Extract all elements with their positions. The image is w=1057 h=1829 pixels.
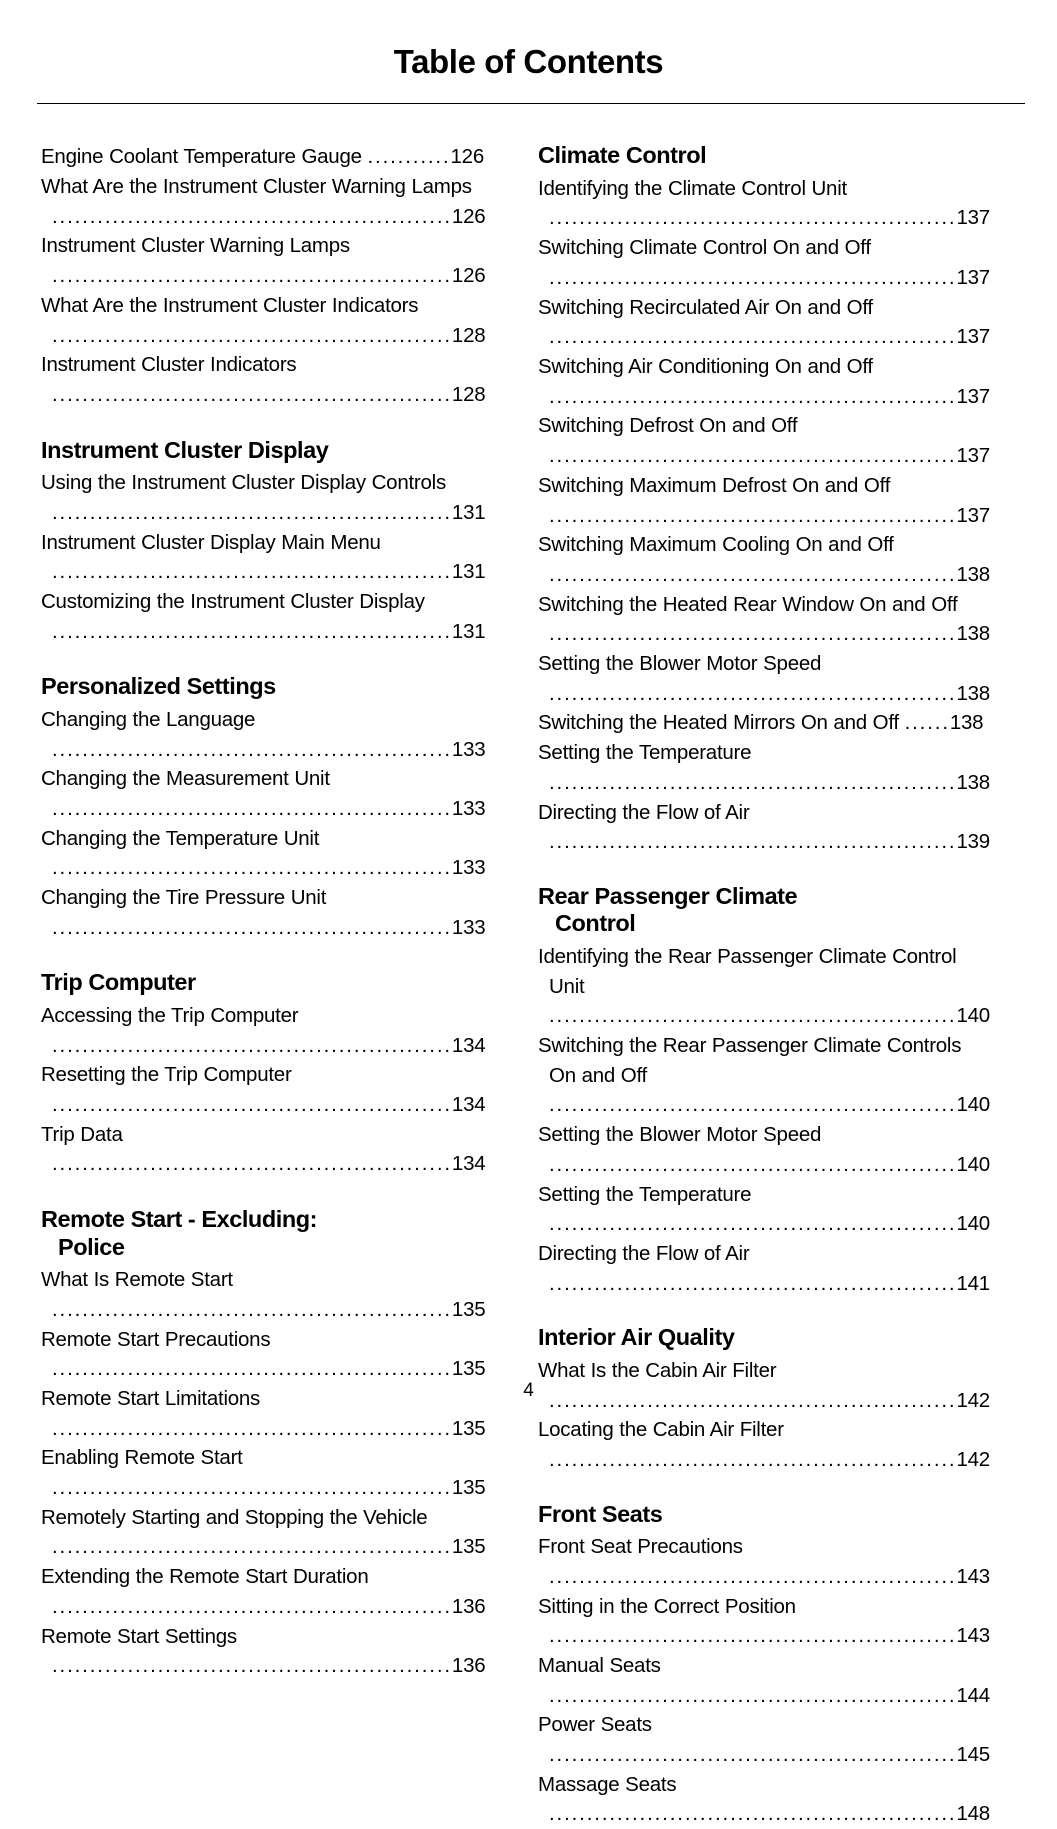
toc-section-heading xyxy=(24,1206,492,1265)
toc-entry-page-number: 144 xyxy=(956,1683,990,1707)
toc-entry-page-number: 138 xyxy=(956,562,990,586)
toc-entry-page-number: 140 xyxy=(956,1152,990,1176)
toc-entry-page-number: 143 xyxy=(956,1564,990,1588)
toc-entry-label: Remote Start Limitations xyxy=(41,1386,261,1410)
toc-dot-leader: ..................................................... xyxy=(52,1297,452,1321)
toc-columns xyxy=(0,142,1057,1829)
toc-entry-page-number: 137 xyxy=(956,265,990,289)
toc-section-heading-line: Remote Start - Excluding: xyxy=(41,1206,318,1233)
toc-section-heading-line: Control xyxy=(555,910,636,937)
toc-entry-label: Front Seat Precautions xyxy=(538,1535,743,1559)
toc-entry-page-number: 137 xyxy=(956,206,990,230)
toc-section-heading xyxy=(521,883,991,942)
toc-entry[interactable] xyxy=(41,705,492,764)
toc-entry[interactable] xyxy=(41,883,492,942)
toc-entry[interactable] xyxy=(538,942,991,1031)
toc-dot-leader: ...................................................... xyxy=(549,1802,957,1826)
toc-section-heading: Climate Control xyxy=(538,142,707,169)
toc-entry[interactable] xyxy=(538,738,991,797)
toc-section xyxy=(41,1206,492,1681)
toc-entry-page-number: 140 xyxy=(956,1212,990,1236)
toc-section-heading-line: Police xyxy=(58,1233,125,1260)
toc-dot-leader: ...................................................... xyxy=(549,1093,957,1117)
toc-column-left xyxy=(41,142,492,1681)
toc-entry-label: Remote Start Precautions xyxy=(41,1327,271,1351)
toc-entry-label: Switching Defrost On and Off xyxy=(538,414,798,438)
toc-dot-leader: ...................................................... xyxy=(549,681,957,705)
toc-entry-label: Accessing the Trip Computer xyxy=(41,1003,299,1027)
toc-entry-page-number: 133 xyxy=(451,915,486,939)
toc-entry-page-number: 136 xyxy=(451,1654,486,1678)
toc-entry-label: Changing the Tire Pressure Unit xyxy=(41,886,327,910)
toc-entry[interactable] xyxy=(41,1120,492,1179)
toc-entry-label: Instrument Cluster Display Main Menu xyxy=(41,530,381,554)
toc-entry-page-number: 135 xyxy=(451,1416,486,1440)
toc-entry-label: Identifying the Rear Passenger Climate Control Unit xyxy=(538,944,957,998)
toc-entry-label: Switching Climate Control On and Off xyxy=(538,236,871,260)
toc-entry[interactable] xyxy=(538,1532,991,1591)
toc-entry[interactable] xyxy=(41,1443,492,1502)
toc-entry-label: What Are the Instrument Cluster Warning Lamps xyxy=(41,175,472,198)
toc-entry[interactable] xyxy=(538,1180,991,1239)
toc-dot-leader: ..................................................... xyxy=(52,1152,452,1176)
toc-entry-label: What Is the Cabin Air Filter xyxy=(538,1358,777,1382)
toc-section xyxy=(41,969,492,1179)
toc-section xyxy=(41,142,492,409)
toc-section xyxy=(538,883,991,1298)
toc-entry-label: Switching Recirculated Air On and Off xyxy=(538,295,873,319)
toc-entry-page-number: 131 xyxy=(451,560,486,584)
toc-entry-page-number: 126 xyxy=(450,145,484,169)
toc-entry-label: Enabling Remote Start xyxy=(41,1446,243,1470)
toc-entry-page-number: 135 xyxy=(451,1297,486,1321)
toc-entry-page-number: 138 xyxy=(956,681,990,705)
toc-dot-leader: ...................................................... xyxy=(549,1004,957,1028)
toc-entry-label: Changing the Temperature Unit xyxy=(41,826,320,850)
toc-section-heading-line: Rear Passenger Climate xyxy=(538,882,798,909)
toc-entry-label: Massage Seats xyxy=(538,1772,677,1796)
toc-entry-page-number: 126 xyxy=(451,204,486,228)
toc-entry-label: Remotely Starting and Stopping the Vehicle xyxy=(41,1505,428,1529)
toc-entry-page-number: 137 xyxy=(956,444,990,468)
toc-section xyxy=(41,673,492,942)
toc-entry-label: Using the Instrument Cluster Display Controls xyxy=(41,471,446,495)
toc-entry-label: Remote Start Settings xyxy=(41,1624,237,1648)
toc-dot-leader: ..................................................... xyxy=(52,382,452,406)
toc-entry-label: Setting the Blower Motor Speed xyxy=(538,652,822,676)
toc-entry-page-number: 128 xyxy=(451,323,486,347)
toc-entry-page-number: 143 xyxy=(956,1624,990,1648)
toc-dot-leader: ..................................................... xyxy=(52,737,452,761)
toc-dot-leader: ...................................................... xyxy=(549,1564,957,1588)
page-footer xyxy=(0,1380,1057,1402)
toc-entry-label: Directing the Flow of Air xyxy=(538,800,750,824)
header-divider xyxy=(37,103,1025,104)
toc-dot-leader: ..................................................... xyxy=(52,264,452,288)
toc-dot-leader: ..................................................... xyxy=(52,796,452,820)
toc-entry-page-number: 135 xyxy=(451,1535,486,1559)
toc-entry[interactable] xyxy=(41,142,492,172)
toc-entry-page-number: 142 xyxy=(956,1447,990,1471)
toc-entry-label: Switching Air Conditioning On and Off xyxy=(538,355,873,378)
toc-dot-leader: ...................................................... xyxy=(549,830,957,854)
toc-entry-label: Changing the Language xyxy=(41,707,256,731)
toc-entry-page-number: 137 xyxy=(956,503,990,527)
toc-entry[interactable] xyxy=(538,1651,991,1710)
toc-dot-leader: ...................................................... xyxy=(549,265,957,289)
page-title: Table of Contents xyxy=(393,43,664,80)
toc-entry-page-number: 140 xyxy=(956,1004,990,1028)
toc-section xyxy=(538,142,991,857)
toc-entry[interactable] xyxy=(538,1031,991,1120)
toc-entry-label: Sitting in the Correct Position xyxy=(538,1594,796,1618)
toc-entry[interactable] xyxy=(538,708,991,738)
toc-entry-label: Switching Maximum Cooling On and Off xyxy=(538,533,894,557)
toc-entry-page-number: 134 xyxy=(451,1152,486,1176)
toc-entry[interactable] xyxy=(538,411,991,470)
toc-dot-leader: ..................................................... xyxy=(52,1416,452,1440)
toc-entry[interactable] xyxy=(538,1770,991,1829)
toc-dot-leader: ..................................................... xyxy=(52,1357,452,1381)
toc-entry[interactable] xyxy=(41,468,492,527)
toc-entry-label: Switching the Rear Passenger Climate Controls On and Off xyxy=(538,1034,962,1087)
toc-entry-page-number: 139 xyxy=(956,830,990,854)
toc-entry[interactable] xyxy=(41,1265,492,1324)
toc-entry-label: Locating the Cabin Air Filter xyxy=(538,1418,784,1442)
toc-entry[interactable] xyxy=(538,1710,991,1769)
toc-entry-page-number: 128 xyxy=(451,382,486,406)
toc-entry-label: Setting the Temperature xyxy=(538,1182,752,1206)
toc-section-heading: Instrument Cluster Display xyxy=(41,436,329,463)
toc-section-heading: Interior Air Quality xyxy=(538,1324,735,1351)
toc-entry-page-number: 126 xyxy=(451,264,486,288)
toc-dot-leader: ...................................................... xyxy=(549,622,957,646)
toc-entry[interactable] xyxy=(538,1415,991,1474)
toc-entry-label: Identifying the Climate Control Unit xyxy=(538,176,847,200)
toc-entry[interactable] xyxy=(41,1001,492,1060)
toc-entry-page-number: 135 xyxy=(451,1476,486,1500)
toc-entry[interactable] xyxy=(41,350,492,409)
toc-entry[interactable] xyxy=(41,1060,492,1119)
toc-entry-page-number: 148 xyxy=(956,1802,990,1826)
toc-entry-page-number: 138 xyxy=(956,622,990,646)
toc-dot-leader: ..................................................... xyxy=(52,1033,452,1057)
toc-dot-leader: ...... xyxy=(904,711,950,735)
toc-dot-leader: ..................................................... xyxy=(52,1535,452,1559)
toc-dot-leader: ...................................................... xyxy=(549,1212,957,1236)
toc-dot-leader: ..................................................... xyxy=(52,1476,452,1500)
toc-entry-label: Extending the Remote Start Duration xyxy=(41,1565,369,1589)
toc-dot-leader: ..................................................... xyxy=(52,619,452,643)
toc-entry[interactable] xyxy=(538,174,991,233)
toc-entry[interactable] xyxy=(41,172,492,231)
toc-entry-label: Switching Maximum Defrost On and Off xyxy=(538,473,891,497)
toc-entry-page-number: 133 xyxy=(451,796,486,820)
toc-dot-leader: ...................................................... xyxy=(549,444,957,468)
toc-entry[interactable] xyxy=(538,1592,991,1651)
toc-entry-label: Power Seats xyxy=(538,1713,652,1737)
toc-entry-page-number: 134 xyxy=(451,1093,486,1117)
toc-entry-page-number: 141 xyxy=(956,1271,990,1295)
toc-entry[interactable] xyxy=(538,590,991,649)
toc-section-heading: Personalized Settings xyxy=(41,673,276,700)
toc-dot-leader: ...................................................... xyxy=(549,1683,957,1707)
toc-dot-leader: ...................................................... xyxy=(549,1624,957,1648)
toc-dot-leader: ...................................................... xyxy=(549,1152,957,1176)
toc-entry[interactable] xyxy=(41,587,492,646)
toc-entry-label: Instrument Cluster Warning Lamps xyxy=(41,234,350,258)
toc-entry-label: What Are the Instrument Cluster Indicators xyxy=(41,293,419,317)
toc-entry[interactable] xyxy=(538,1239,991,1298)
toc-entry[interactable] xyxy=(41,1325,492,1384)
toc-dot-leader: ...................................................... xyxy=(549,770,957,794)
toc-entry-label: Switching the Heated Rear Window On and Off xyxy=(538,592,958,616)
toc-entry[interactable] xyxy=(41,1622,492,1681)
toc-dot-leader: ..................................................... xyxy=(52,1093,452,1117)
toc-dot-leader: ...................................................... xyxy=(549,325,957,349)
toc-column-right xyxy=(538,142,991,1829)
toc-dot-leader: ........... xyxy=(367,145,451,169)
toc-entry[interactable] xyxy=(538,649,991,708)
toc-section-heading: Trip Computer xyxy=(41,969,196,996)
toc-dot-leader: ...................................................... xyxy=(549,1388,957,1412)
toc-entry[interactable] xyxy=(538,798,991,857)
toc-entry-page-number: 133 xyxy=(451,737,486,761)
toc-section xyxy=(41,437,492,647)
toc-entry[interactable] xyxy=(41,291,492,350)
toc-entry[interactable] xyxy=(538,1120,991,1179)
page-header xyxy=(0,0,1057,80)
toc-entry-page-number: 134 xyxy=(451,1033,486,1057)
toc-entry[interactable] xyxy=(41,528,492,587)
toc-entry-page-number: 138 xyxy=(949,711,984,735)
toc-section-heading: Front Seats xyxy=(538,1500,663,1527)
toc-entry-label: Switching the Heated Mirrors On and Off xyxy=(538,711,899,735)
toc-dot-leader: ...................................................... xyxy=(549,206,957,230)
toc-entry-label: Changing the Measurement Unit xyxy=(41,767,330,791)
page-number: 4 xyxy=(523,1380,534,1401)
toc-entry-page-number: 137 xyxy=(956,384,990,408)
toc-entry-label: What Is Remote Start xyxy=(41,1268,233,1292)
toc-entry-page-number: 138 xyxy=(956,770,990,794)
toc-entry-page-number: 145 xyxy=(956,1743,990,1767)
toc-dot-leader: ..................................................... xyxy=(52,560,452,584)
toc-entry-page-number: 133 xyxy=(451,856,486,880)
toc-dot-leader: ...................................................... xyxy=(549,1743,957,1767)
toc-entry-page-number: 136 xyxy=(451,1594,486,1618)
toc-dot-leader: ..................................................... xyxy=(52,856,452,880)
toc-dot-leader: ..................................................... xyxy=(52,1654,452,1678)
toc-entry-page-number: 135 xyxy=(451,1357,486,1381)
toc-section xyxy=(538,1501,991,1829)
toc-entry[interactable] xyxy=(538,293,991,352)
toc-entry-page-number: 137 xyxy=(956,325,990,349)
toc-entry-label: Customizing the Instrument Cluster Display xyxy=(41,589,425,613)
toc-dot-leader: ...................................................... xyxy=(549,562,957,586)
toc-dot-leader: ...................................................... xyxy=(549,1447,957,1471)
toc-entry[interactable] xyxy=(538,530,991,589)
toc-entry[interactable] xyxy=(538,233,991,292)
toc-dot-leader: ..................................................... xyxy=(52,204,452,228)
toc-entry[interactable] xyxy=(41,231,492,290)
toc-entry-label: Instrument Cluster Indicators xyxy=(41,353,297,377)
toc-dot-leader: ...................................................... xyxy=(549,384,957,408)
toc-dot-leader: ..................................................... xyxy=(52,500,452,524)
toc-entry[interactable] xyxy=(41,1562,492,1621)
toc-entry-page-number: 131 xyxy=(451,619,486,643)
toc-entry-label: Setting the Blower Motor Speed xyxy=(538,1123,822,1147)
toc-entry-page-number: 142 xyxy=(956,1388,990,1412)
toc-entry[interactable] xyxy=(41,764,492,823)
toc-dot-leader: ...................................................... xyxy=(549,503,957,527)
toc-dot-leader: ..................................................... xyxy=(52,915,452,939)
toc-entry-label: Resetting the Trip Computer xyxy=(41,1063,292,1087)
toc-entry-page-number: 140 xyxy=(956,1093,990,1117)
toc-dot-leader: ...................................................... xyxy=(549,1271,957,1295)
toc-entry[interactable] xyxy=(41,1503,492,1562)
toc-entry[interactable] xyxy=(41,824,492,883)
toc-entry-label: Trip Data xyxy=(41,1122,123,1146)
toc-entry[interactable] xyxy=(538,352,991,411)
toc-dot-leader: ..................................................... xyxy=(52,1594,452,1618)
toc-entry-page-number: 131 xyxy=(451,500,486,524)
toc-entry-label: Setting the Temperature xyxy=(538,741,752,765)
toc-entry-label: Manual Seats xyxy=(538,1653,661,1677)
toc-dot-leader: ..................................................... xyxy=(52,323,452,347)
toc-entry-label: Directing the Flow of Air xyxy=(538,1241,750,1265)
toc-entry[interactable] xyxy=(538,471,991,530)
toc-entry-label: Engine Coolant Temperature Gauge xyxy=(41,145,362,169)
